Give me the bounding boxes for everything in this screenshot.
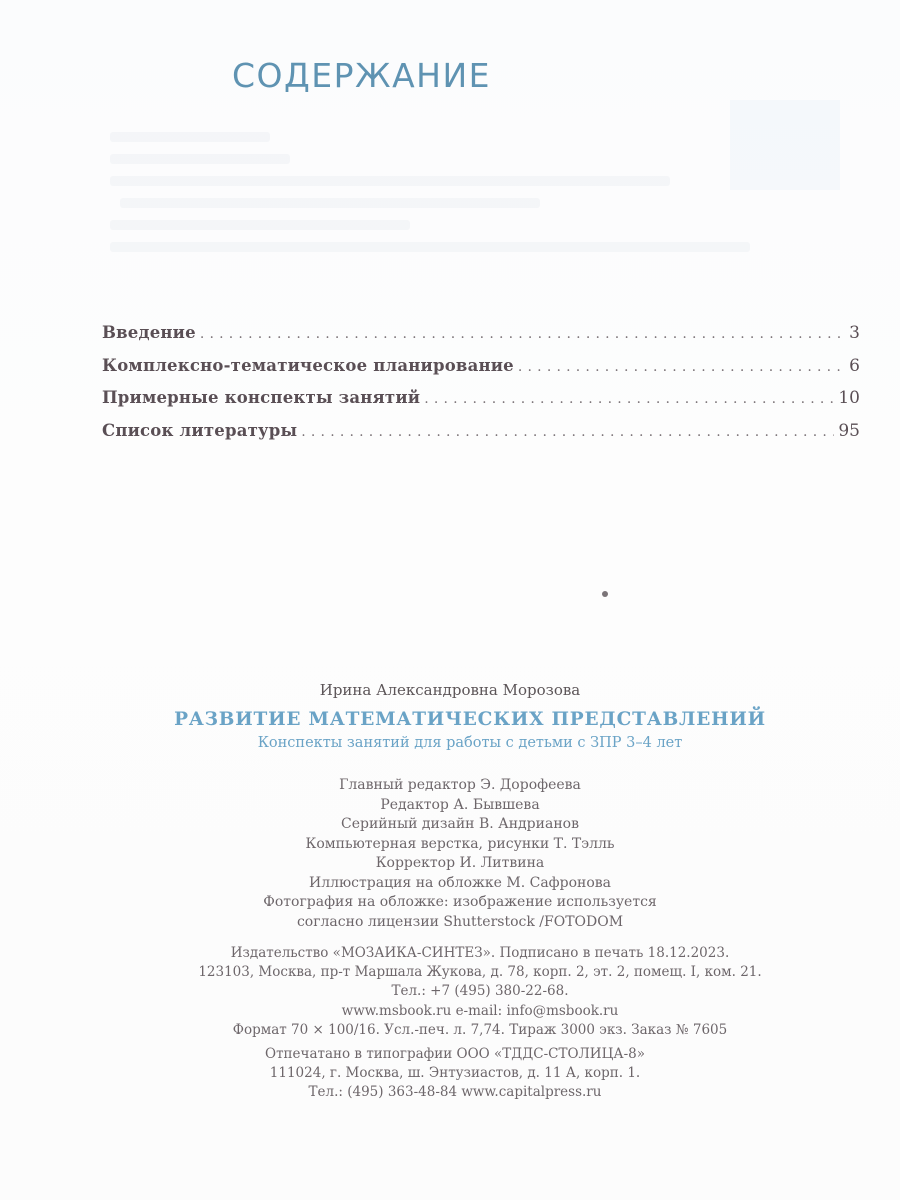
- author-name: Ирина Александровна Морозова: [319, 681, 581, 699]
- printer-contacts: Тел.: (495) 363-48-84 www.capitalpress.ru: [308, 1084, 602, 1100]
- printer-name: Отпечатано в типографии ООО «ТДДС-СТОЛИЦА-8»: [265, 1046, 645, 1062]
- toc-entry-title: Комплексно-тематическое планирование: [102, 355, 514, 375]
- credit-layout: Компьютерная верстка, рисунки Т. Тэлль: [305, 835, 615, 852]
- credit-editor: Редактор А. Бывшева: [380, 796, 540, 813]
- table-of-contents: [102, 323, 860, 453]
- book-title: РАЗВИТИЕ МАТЕМАТИЧЕСКИХ ПРЕДСТАВЛЕНИЙ: [174, 709, 766, 730]
- editorial-credits: [0, 776, 900, 932]
- toc-leader-dots: [200, 326, 845, 342]
- credit-cover-photo-license: согласно лицензии Shutterstock /FOTODOM: [296, 913, 624, 930]
- printer-address: 111024, г. Москва, ш. Энтузиастов, д. 11 А, корп. 1.: [269, 1065, 641, 1081]
- credit-series-design: Серийный дизайн В. Андрианов: [341, 816, 579, 832]
- toc-entry-title: Примерные конспекты занятий: [102, 388, 421, 407]
- publisher-name-line: Издательство «МОЗАИКА-СИНТЕЗ». Подписано в печать 18.12.2023.: [230, 945, 730, 961]
- publisher-web-email: www.msbook.ru e-mail: info@msbook.ru: [341, 1002, 619, 1019]
- credit-chief-editor: Главный редактор Э. Дорофеева: [339, 777, 581, 793]
- toc-entry-planning[interactable]: [102, 356, 860, 389]
- publisher-info: [0, 944, 900, 1040]
- toc-entry-page: 10: [838, 388, 860, 408]
- toc-entry-bibliography[interactable]: [102, 421, 860, 454]
- toc-entry-page: 95: [838, 420, 860, 441]
- publisher-address: 123103, Москва, пр-т Маршала Жукова, д. 78, корп. 2, эт. 2, помещ. I, ком. 21.: [198, 964, 762, 981]
- toc-leader-dots: [424, 391, 834, 407]
- contents-heading: СОДЕРЖАНИЕ: [232, 56, 492, 95]
- print-speck: [602, 591, 608, 597]
- toc-leader-dots: [518, 359, 845, 375]
- toc-entry-title: Введение: [102, 323, 196, 342]
- toc-entry-introduction[interactable]: [102, 323, 860, 356]
- publisher-phone: Тел.: +7 (495) 380-22-68.: [391, 983, 569, 1000]
- credit-cover-photo: Фотография на обложке: изображение используется: [263, 894, 657, 910]
- toc-entry-title: Список литературы: [102, 420, 298, 440]
- printer-info: [0, 1045, 900, 1102]
- toc-entry-lesson-plans[interactable]: [102, 388, 860, 421]
- credit-cover-illustration: Иллюстрация на обложке М. Сафронова: [309, 874, 611, 891]
- print-format-details: Формат 70 × 100/16. Усл.-печ. л. 7,74. Тираж 3000 экз. Заказ № 7605: [232, 1021, 728, 1038]
- credit-proofreader: Корректор И. Литвина: [375, 855, 545, 871]
- toc-entry-page: 3: [849, 323, 860, 343]
- toc-entry-page: 6: [849, 355, 860, 376]
- reverse-page-bleed-through: [100, 90, 860, 280]
- toc-leader-dots: [301, 424, 834, 440]
- book-subtitle: Конспекты занятий для работы с детьми с ЗПР 3–4 лет: [257, 735, 683, 751]
